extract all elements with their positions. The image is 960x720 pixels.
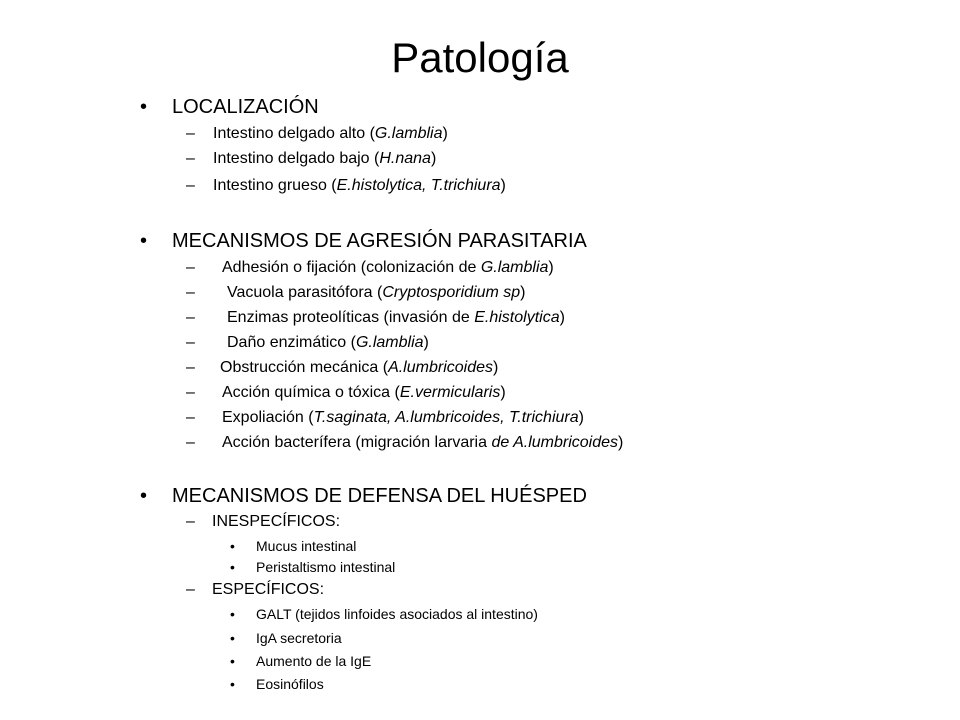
dash-marker: – [186, 284, 195, 301]
localizacion-item: Intestino delgado alto (G.lamblia) [213, 125, 448, 142]
dash-marker: – [186, 259, 195, 276]
dash-marker: – [186, 513, 195, 530]
slide-title: Patología [391, 34, 569, 81]
agresion-item: Adhesión o fijación (colonización de G.lamblia) [222, 259, 554, 276]
section-heading-defensa: MECANISMOS DE DEFENSA DEL HUÉSPED [172, 485, 587, 507]
subsection-label-especificos: ESPECÍFICOS: [212, 581, 325, 598]
defensa-item: GALT (tejidos linfoides asociados al intestino) [256, 606, 538, 622]
dash-marker: – [186, 309, 195, 326]
section-heading-localizacion: LOCALIZACIÓN [172, 96, 319, 118]
defensa-item: Eosinófilos [256, 676, 324, 692]
bullet-marker: • [230, 630, 235, 646]
dash-marker: – [186, 581, 195, 598]
dash-marker: – [186, 359, 195, 376]
bullet-marker: • [230, 606, 235, 622]
bullet-marker: • [230, 653, 235, 669]
defensa-item: Mucus intestinal [256, 538, 357, 554]
agresion-item: Acción química o tóxica (E.vermicularis) [222, 384, 506, 401]
localizacion-item: Intestino delgado bajo (H.nana) [213, 150, 437, 167]
bullet-marker: • [230, 559, 235, 575]
dash-marker: – [186, 434, 195, 451]
subsection-label-inespecificos: INESPECÍFICOS: [212, 513, 341, 530]
defensa-item: Peristaltismo intestinal [256, 559, 396, 575]
bullet-marker: • [140, 96, 148, 118]
dash-marker: – [186, 177, 195, 194]
agresion-item: Acción bacterífera (migración larvaria de A.lumbricoides) [222, 434, 624, 451]
dash-marker: – [186, 384, 195, 401]
dash-marker: – [186, 409, 195, 426]
bullet-marker: • [230, 538, 235, 554]
agresion-item: Expoliación (T.saginata, A.lumbricoides, T.trichiura) [222, 409, 584, 426]
dash-marker: – [186, 150, 195, 167]
agresion-item: Obstrucción mecánica (A.lumbricoides) [220, 359, 499, 376]
agresion-item: Daño enzimático (G.lamblia) [227, 334, 429, 351]
agresion-item: Vacuola parasitófora (Cryptosporidium sp) [227, 284, 526, 301]
section-heading-agresion: MECANISMOS DE AGRESIÓN PARASITARIA [172, 230, 587, 252]
defensa-item: IgA secretoria [256, 630, 342, 646]
dash-marker: – [186, 334, 195, 351]
agresion-item: Enzimas proteolíticas (invasión de E.histolytica) [227, 309, 565, 326]
dash-marker: – [186, 125, 195, 142]
defensa-item: Aumento de la IgE [256, 653, 372, 669]
bullet-marker: • [230, 676, 235, 692]
bullet-marker: • [140, 230, 148, 252]
bullet-marker: • [140, 485, 148, 507]
localizacion-item: Intestino grueso (E.histolytica, T.trichiura) [213, 177, 506, 194]
